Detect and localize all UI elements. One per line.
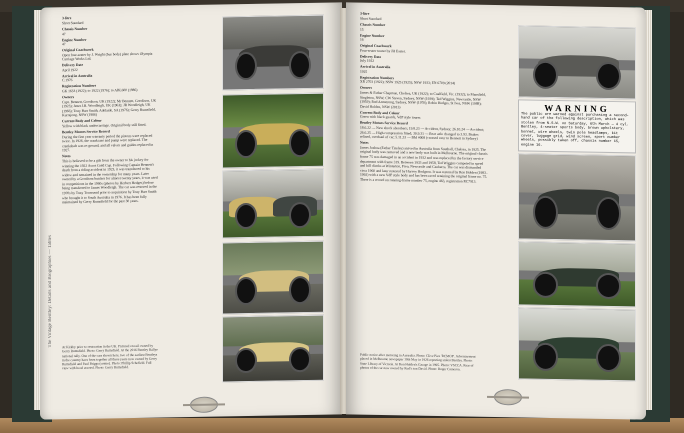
warning-notice <box>518 99 636 153</box>
right-text-column <box>360 11 488 185</box>
warning-body: The public are warned against purchasing a second-hand car of the following description, which was stolen from N.S.W. on Saturday, 6th March — 4 cyl. Bentley, 4-seater sports body, brown upholstery, bonnet, wire wheels, twin pole headlamps, kit cover, luggage grid, wind screen, sport number wheels, possibly taken off, chassis number 15, engine 16. <box>521 112 629 148</box>
photo-bentley-on-grass <box>518 241 636 307</box>
section-label: Current Body and Colour <box>360 110 400 116</box>
section-text: XR 2703 (1922); NSW 1925 (1925); NSW 1933; EN 6709 (2014) <box>360 80 456 86</box>
section-label: Notes <box>360 140 369 145</box>
section-text: Four-seater tourer by JH Easter. <box>360 48 406 54</box>
running-head: The Vintage Bentley: Details and Biographies — Tables <box>48 235 53 348</box>
section-text: 47 <box>62 42 66 47</box>
section-label: Owners <box>62 95 74 100</box>
section-text: 47 <box>62 31 66 36</box>
section-label: 3-litre <box>360 12 370 17</box>
section-label: 3-litre <box>62 16 72 21</box>
section-label: Bentley Motors Service Record <box>360 121 408 126</box>
section-label: Arrival in Australia <box>360 64 391 70</box>
right-captions: Public notice after motoring in Australia. Photo: Clive Piez 'RCMOF'. Advertisement placed in Melbourne newspaper 10th May in 1926 reporting stolen Bentley. Photo: State Library of Victoria. At Ron Holden's Garage in 1995. Photo: VSCCA. Rear of photos of the car now owned by Rod's son David. Photo: Roger Cameron. <box>360 352 476 372</box>
left-captions: At Kirkby prior to restoration in the UK. Pictured on rail owned by Gerry Rumsfield. Photo: Gerry Rumsfield. At the 2016 Bentley Rallye national rally. One of the cars shown here, two of the earliest Bentleys in the country have been together all these years now owned by Gerry Rumsfield and Paul Briggs (centre). Photo: Phillip Schofield. Full view with hood erected. Photo: Gerry Rumsfield. <box>62 343 158 371</box>
section-text: 16 <box>360 37 364 42</box>
wooden-table <box>0 418 684 433</box>
section-text: Yellow with black undercarriage. Original body still fitted. <box>62 122 147 129</box>
section-label: Chassis Number <box>62 26 88 32</box>
section-text: James & Esther Chapman, Chelsea, UK (1922); to Coalfield, Vic. (1932); to Mansfield, Singleton, NSW; CW Steven, Sydney, NSW (1939); Ted Wiggins, Newcastle, NSW (1959); Rod Armstrong, Sydney, NSW (1970); Robin Hedges, St Ives, NSW (1988); David Holden, NSW (2013) <box>360 90 486 110</box>
photo-bentley-yellow-road <box>222 315 324 383</box>
section-text: GK 1633 (1922); to 1922 (1976); to ABL600 (1986) <box>62 87 138 94</box>
photo-bentley-grey <box>222 15 324 91</box>
bentley-badge-right <box>494 389 522 405</box>
section-text: Short Standard <box>360 16 382 21</box>
section-text: April 1922 <box>62 67 78 73</box>
bentley-badge-left <box>190 397 218 413</box>
photo-bentley-vintage-bw <box>518 25 636 99</box>
section-label: Owners <box>360 86 372 91</box>
section-text: C.1976 <box>62 78 73 83</box>
photo-bentley-green-tourer <box>518 153 636 241</box>
section-label: Delivery Date <box>62 63 84 68</box>
section-label: Current Body and Colour <box>62 118 102 124</box>
section-label: Original Coachwork <box>62 47 94 53</box>
section-label: Engine Number <box>360 33 385 38</box>
section-text: 18.6.22 — New shock absorbers; 19.8.23 — Accident, Sydney; 26.10.24 — Accident; 26.6.25 — High-compression fitted; 30.9.31 — Rear axle changed to 3.93. Brakes relined, overhaul of car; 5.11.33 — BM #008 (crossed over to Bennett in Sydney) <box>360 125 484 141</box>
section-label: Registration Numbers <box>360 75 395 81</box>
photo-bentley-with-people <box>518 307 636 381</box>
section-text: Open four-seater by J. Wright (bus body) plate shows Olympia Carriage Works Ltd. <box>62 51 153 62</box>
photo-bentley-yellow-garden <box>222 93 324 169</box>
section-label: Notes <box>62 154 71 159</box>
section-label: Arrival in Australia <box>62 73 93 79</box>
section-text: Green with black guards, VdP style tourer. <box>360 115 422 121</box>
section-label: Chassis Number <box>360 22 386 28</box>
right-page <box>346 2 646 419</box>
left-text-column <box>62 14 158 206</box>
section-text: Capt. Bennett, Goodison, UK (1922); Mr Bennett, Goodison, UK (1923); Jenet J.R. Woodleigh, UK (1963); JR Woodleigh, UK (1966); Tony Barr Smith, Adelaide, SA (1976); Gerry Rumsfield, Kurrajong, NSW (1986) <box>62 98 157 118</box>
section-text: Short Standard <box>62 20 84 26</box>
section-label: Delivery Date <box>360 54 382 59</box>
section-label: Engine Number <box>62 37 87 42</box>
section-text: James Joshua (Esther Tinsley) arrived in Australia from Southall, Chelsea, in 1925. The original body was removed and a new body was built in Melbourne. The original chassis frame 75 was damaged in an accident in 1932 and was replaced by the factory service department with frame 319. Between 1933 and 1958, Ted Wiggins competed in speed and hill climbs at Winterton, Freo, Newcastle and Canberra. The car was dismantled circa 1960 and later restored by Harvey Hodgson. It was restored by Ron Holden (1983–1992) with a new VdP style body and has been raced retaining the original frame no. 75. There is a record on running-frame number 75, engine 463, registration RC7913. <box>360 145 488 184</box>
section-text: 15 <box>360 27 364 32</box>
section-text: July 1922 <box>360 58 375 64</box>
section-label: Original Coachwork <box>360 43 392 49</box>
section-label: Registration Numbers <box>62 84 97 89</box>
warning-title: WARNING <box>544 102 610 114</box>
section-text: During the first year warranty period the pistons were replaced twice. In 1926, the crankcase and pump were replaced. The crankshaft was re-ground, and all valves and guides replaced in 1927. <box>62 133 154 153</box>
left-page <box>40 2 342 419</box>
section-text: This is believed to be a gift from the owner to his jockey for winning the 1922 Ascot Gold Cup. Following Captain Bennett's death from a riding accident in 1923, it was transferred to his widow and remained in the ownership for many years. Later owned by a Goodison butcher for almost twenty years, it was used in competitions in the 1960s (photos by Herbert Hedges) before being transferred to James Woodleigh. The car was restored in the 1970s by Tony Townsend prior to acquisition by Tony Barr Smith who brought it to South Australia in 1976. It has been fully maintained by Gerry Rumsfield for the past 30 years. <box>62 157 158 205</box>
section-text: 1925 <box>360 69 368 74</box>
photo-bentley-rally <box>222 169 324 239</box>
photo-bentley-yellow-hood <box>222 241 324 315</box>
section-label: Bentley Motors Service Record <box>62 129 110 135</box>
